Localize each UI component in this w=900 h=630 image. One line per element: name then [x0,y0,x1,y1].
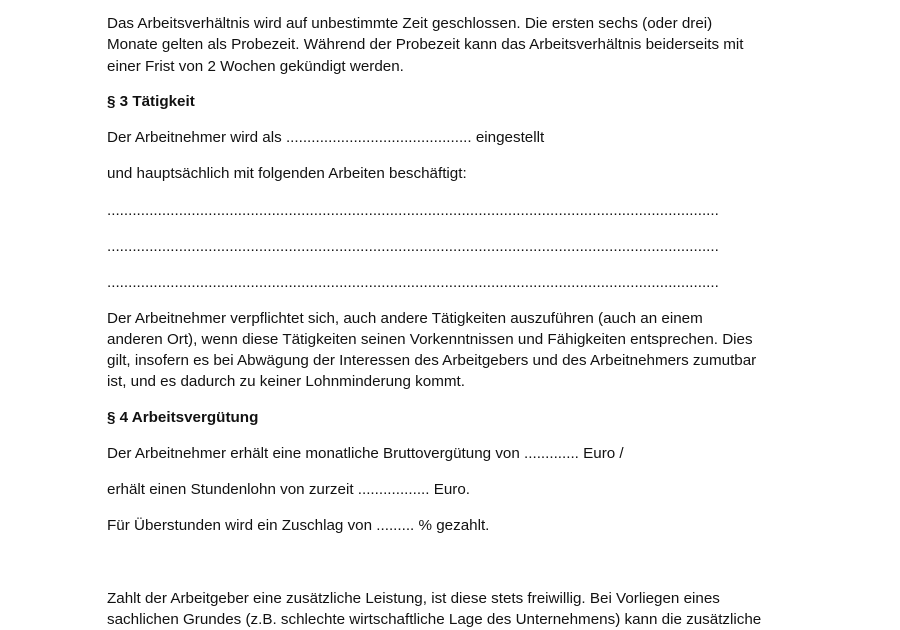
hourly-wage-line: erhält einen Stundenlohn von zurzeit ................. Euro. [107,481,471,498]
duty-blank-line: ................................................................................................................................................. [107,238,719,255]
section-4-heading: § 4 Arbeitsvergütung [107,409,259,426]
section-3-heading: § 3 Tätigkeit [107,93,195,110]
duty-blank-line: ................................................................................................................................................. [107,274,719,291]
other-duties-line: anderen Ort), wenn diese Tätigkeiten seinen Vorkenntnissen und Fähigkeiten entsprechen. Dies [107,331,753,348]
other-duties-line: Der Arbeitnehmer verpflichtet sich, auch andere Tätigkeiten auszuführen (auch an einem [107,310,703,327]
overtime-line: Für Überstunden wird ein Zuschlag von ......... % gezahlt. [107,517,490,534]
additional-payment-line: Zahlt der Arbeitgeber eine zusätzliche Leistung, ist diese stets freiwillig. Bei Vorliegen eines [107,590,720,607]
other-duties-line: ist, und es dadurch zu keiner Lohnminderung kommt. [107,373,465,390]
probation-paragraph-line: einer Frist von 2 Wochen gekündigt werden. [107,58,404,75]
other-duties-line: gilt, insofern es bei Abwägung der Interessen des Arbeitgebers und des Arbeitnehmers zumutbar [107,352,757,369]
employed-as-line: Der Arbeitnehmer wird als ............................................ eingestellt [107,129,545,146]
additional-payment-line: sachlichen Grundes (z.B. schlechte wirtschaftliche Lage des Unternehmens) kann die zusätzliche [107,611,762,628]
probation-paragraph-line: Monate gelten als Probezeit. Während der Probezeit kann das Arbeitsverhältnis beiderseits mit [107,36,744,53]
duty-blank-line: ................................................................................................................................................. [107,202,719,219]
duties-intro: und hauptsächlich mit folgenden Arbeiten beschäftigt: [107,165,467,182]
monthly-salary-line: Der Arbeitnehmer erhält eine monatliche Bruttovergütung von ............. Euro / [107,445,624,462]
probation-paragraph-line: Das Arbeitsverhältnis wird auf unbestimmte Zeit geschlossen. Die ersten sechs (oder drei) [107,15,713,32]
